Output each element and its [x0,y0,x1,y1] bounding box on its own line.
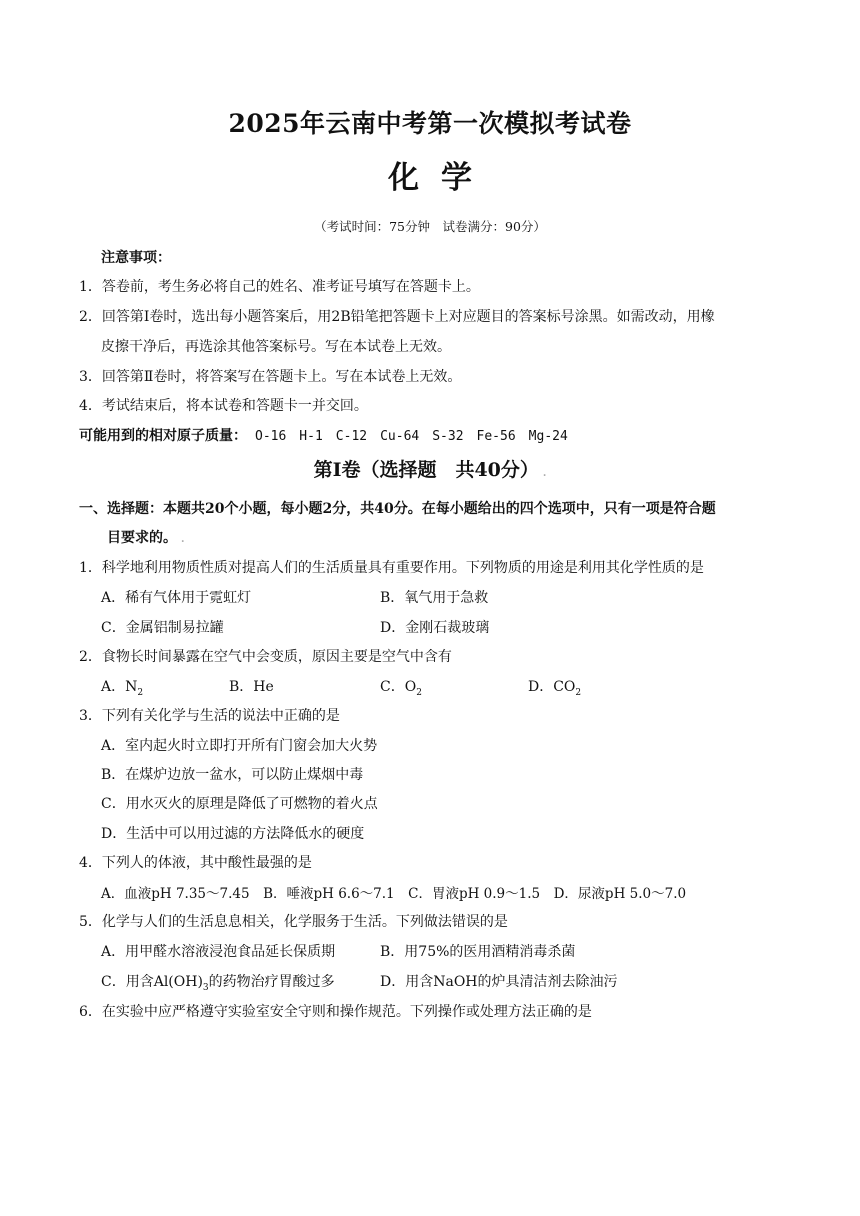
section-instruction-line2: 目要求的。 . [107,530,185,546]
note-item-4: 4．考试结束后，将本试卷和答题卡一并交回。 [79,398,368,414]
question-5-option-a: A．用甲醛水溶液浸泡食品延长保质期 [101,944,336,960]
atomic-mass-label: 可能用到的相对原子质量： [79,428,247,444]
question-2-option-b: B．He [229,679,274,695]
atomic-mass-values: O-16 H-1 C-12 Cu-64 S-32 Fe-56 Mg-24 [255,429,568,444]
question-2-option-c: C．$O_2$ [380,679,422,698]
atomic-mass-line [79,425,568,445]
section-instruction-line1: 一、选择题：本题共20个小题，每小题2分，共40分。在每小题给出的四个选项中，只有一项是符合题 [79,501,716,517]
note-item-3: 3．回答第Ⅱ卷时，将答案写在答题卡上。写在本试卷上无效。 [79,369,462,385]
question-2-stem: 2．食物长时间暴露在空气中会变质，原因主要是空气中含有 [79,649,452,665]
note-item-1: 1．答卷前，考生务必将自己的姓名、准考证号填写在答题卡上。 [79,279,480,295]
question-2-option-d: D．$CO_2$ [528,679,582,698]
subject-title: 化学 [388,160,494,196]
question-4-options: A．血液pH 7.35～7.45 B．唾液pH 6.6～7.1 C．胃液pH 0.9～1.5 D．尿液pH 5.0～7.0 [101,886,687,902]
note-item-2: 2．回答第Ⅰ卷时，选出每小题答案后，用2B铅笔把答题卡上对应题目的答案标号涂黑。如需改动，用橡 [79,309,715,325]
question-1-option-b: B．氧气用于急救 [380,590,489,606]
note-item-2-continued: 皮擦干净后，再选涂其他答案标号。写在本试卷上无效。 [101,339,451,355]
question-3-option-b: B．在煤炉边放一盆水，可以防止煤烟中毒 [101,767,364,783]
question-3-stem: 3．下列有关化学与生活的说法中正确的是 [79,708,340,724]
question-3-option-d: D．生活中可以用过滤的方法降低水的硬度 [101,826,365,842]
question-1-stem: 1．科学地利用物质性质对提高人们的生活质量具有重要作用。下列物质的用途是利用其化学性质的是 [79,560,704,576]
question-1-option-d: D．金刚石裁玻璃 [380,620,490,636]
notes-heading: 注意事项： [101,250,171,266]
question-5-option-c: C．用含$Al(OH)_3$的药物治疗胃酸过多 [101,974,335,993]
exam-title: 2025年云南中考第一次模拟考试卷 [228,109,632,138]
question-3-option-c: C．用水灭火的原理是降低了可燃物的着火点 [101,796,378,812]
question-1-option-a: A．稀有气体用于霓虹灯 [101,590,252,606]
question-5-stem: 5．化学与人们的生活息息相关，化学服务于生活。下列做法错误的是 [79,914,508,930]
question-1-option-c: C．金属铝制易拉罐 [101,620,224,636]
section-heading: 第Ⅰ卷（选择题 共40分） . [313,459,547,481]
question-6-stem: 6．在实验中应严格遵守实验室安全守则和操作规范。下列操作或处理方法正确的是 [79,1004,592,1020]
question-2-option-a: A．$N_2$ [101,679,144,698]
question-5-option-d: D．用含NaOH的炉具清洁剂去除油污 [380,974,618,990]
question-4-stem: 4．下列人的体液，其中酸性最强的是 [79,855,312,871]
question-3-option-a: A．室内起火时立即打开所有门窗会加大火势 [101,738,378,754]
exam-time-info: （考试时间：75分钟 试卷满分：90分） [314,219,546,234]
question-5-option-b: B．用75%的医用酒精消毒杀菌 [380,944,576,960]
